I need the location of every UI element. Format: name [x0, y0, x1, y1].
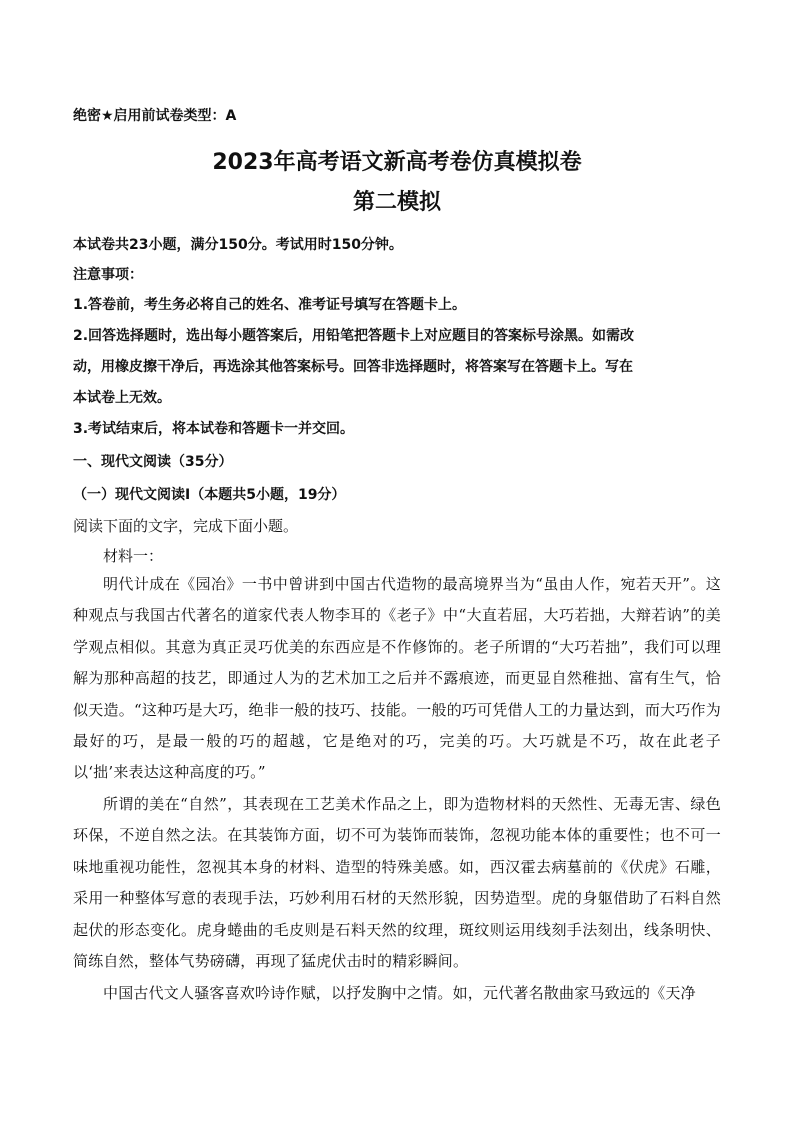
section-heading: 一、现代文阅读（35分）	[73, 454, 233, 470]
exam-title: 2023年高考语文新高考卷仿真模拟卷	[212, 150, 582, 175]
notice-item-1: 1.答卷前，考生务必将自己的姓名、准考证号填写在答题卡上。	[73, 297, 467, 313]
material-paragraph-2: 所谓的美在“自然”，其表现在工艺美术作品之上，即为造物材料的天然性、无毒无害、绿色环保，不逆自然之法。在其装饰方面，切不可为装饰而装饰，忽视功能本体的重要性；也不可一味地重视功能性，忽视其本身的材料、造型的特殊美感。如，西汉霍去病墓前的《伏虎》石雕，采用一种整体写意的表现手法，巧妙利用石材的天然形貌，因势造型。虎的身躯借助了石料自然起伏的形态变化。虎身蜷曲的毛皮则是石料天然的纹理，斑纹则运用线刻手法刻出，线条明快、简练自然，整体气势磅礴，再现了猛虎伏击时的精彩瞬间。	[73, 795, 721, 971]
secret-label: 绝密★启用前试卷类型：A	[73, 108, 237, 124]
notice-heading: 注意事项：	[73, 267, 143, 283]
notice-item-2-line-2: 动，用橡皮擦干净后，再选涂其他答案标号。回答非选择题时，将答案写在答题卡上。写在	[73, 359, 633, 375]
notice-item-2-line-3: 本试卷上无效。	[73, 390, 171, 406]
exam-subtitle: 第二模拟	[352, 190, 441, 215]
material-label: 材料一：	[103, 547, 164, 565]
section-sub-heading: （一）现代文阅读Ⅰ（本题共5小题，19分）	[73, 487, 346, 503]
material-paragraph-1: 明代计成在《园冶》一书中曾讲到中国古代造物的最高境界当为“虽由人作，宛若天开”。这种观点与我国古代著名的道家代表人物李耳的《老子》中“大直若屈，大巧若拙，大辩若讷”的美学观点相似。其意为真正灵巧优美的东西应是不作修饰的。老子所谓的“大巧若拙”，我们可以理解为那种高超的技艺，即通过人为的艺术加工之后并不露痕迹，而更显自然稚拙、富有生气，恰似天造。“这种巧是大巧，绝非一般的技巧、技能。一般的巧可凭借人工的力量达到，而大巧作为最好的巧，是最一般的巧的超越，它是绝对的巧，完美的巧。大巧就是不巧，故在此老子以‘拙’来表达这种高度的巧。”	[73, 575, 721, 782]
material-paragraph-3: 中国古代文人骚客喜欢吟诗作赋，以抒发胸中之情。如，元代著名散曲家马致远的《天净	[103, 984, 696, 1002]
notice-item-3: 3.考试结束后，将本试卷和答题卡一并交回。	[73, 421, 355, 437]
exam-summary: 本试卷共23小题，满分150分。考试用时150分钟。	[73, 237, 403, 253]
reading-instruction: 阅读下面的文字，完成下面小题。	[73, 517, 299, 535]
notice-item-2-line-1: 2.回答选择题时，选出每小题答案后，用铅笔把答题卡上对应题目的答案标号涂黑。如需改	[73, 328, 635, 344]
